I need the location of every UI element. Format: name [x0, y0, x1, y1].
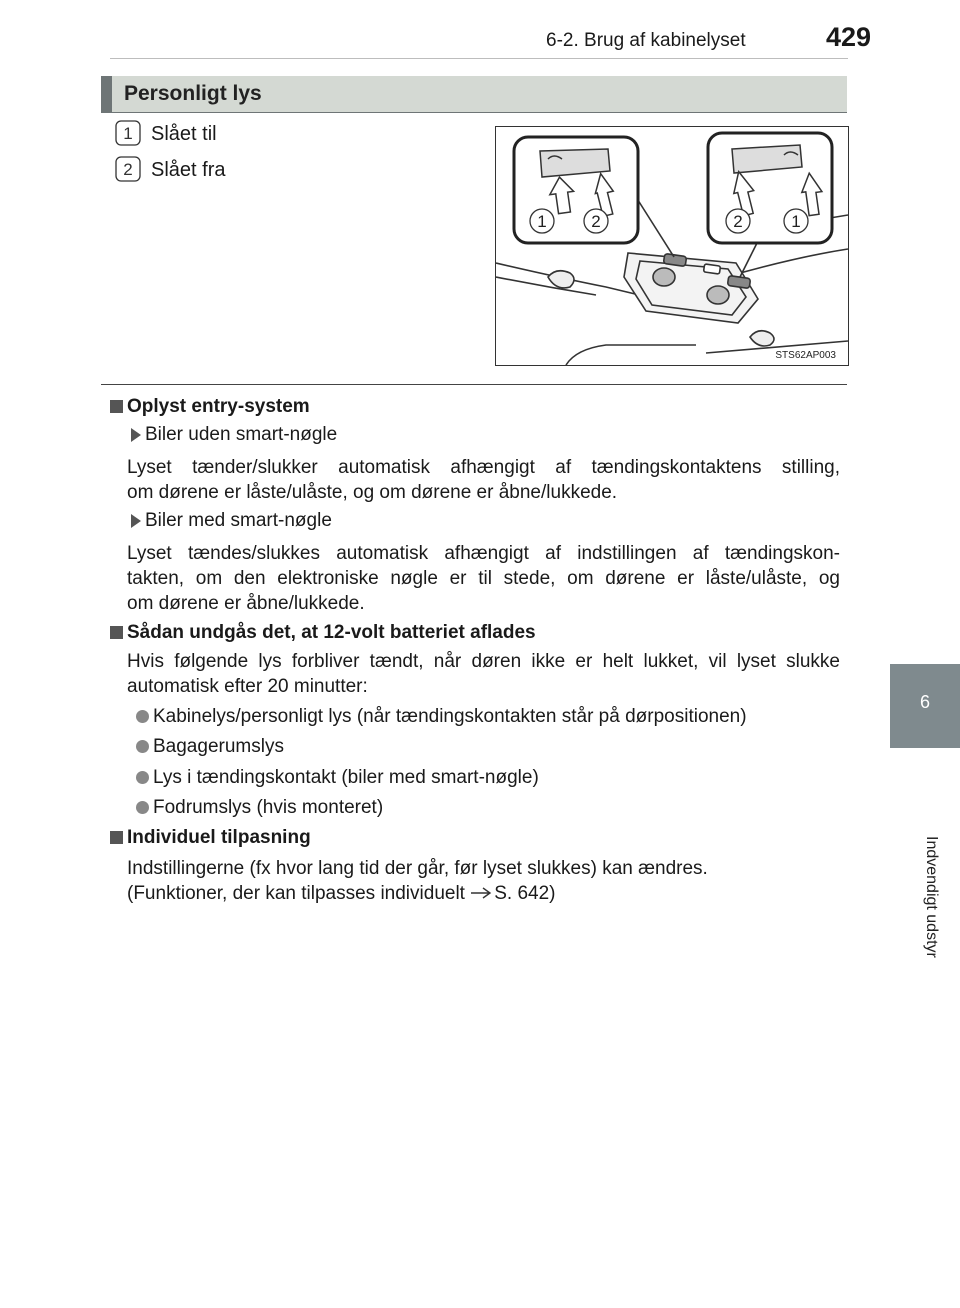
entry-sub1-line-1: Lyset tænder/slukker automatisk afhængigt af tændingskontaktens stilling,: [127, 457, 840, 478]
entry-sub1-line-2: om dørene er låste/ulåste, og om dørene er åbne/lukkede.: [127, 482, 618, 503]
page-reference-link[interactable]: S. 642): [494, 883, 556, 904]
triangle-bullet-icon: [131, 514, 141, 528]
callout-1-label: Slået til: [151, 123, 217, 145]
battery-bullet-1: Kabinelys/personligt lys (når tændingskontakten står på dørpositionen): [153, 706, 747, 727]
page-number: 429: [826, 22, 872, 52]
entry-sub2-line-3: om dørene er åbne/lukkede.: [127, 593, 365, 614]
header-rule: [110, 58, 848, 59]
figure-left-label-2: 2: [591, 212, 601, 231]
chapter-title: Indvendigt udstyr: [923, 836, 940, 958]
custom-line-2: [127, 881, 556, 906]
battery-line-2: automatisk efter 20 minutter:: [127, 676, 368, 697]
section-heading-bar: [101, 76, 847, 112]
battery-heading: Sådan undgås det, at 12-volt batteriet aflades: [127, 622, 536, 643]
entry-sub2-label: Biler med smart-nøgle: [145, 510, 332, 531]
square-bullet-icon: [110, 831, 123, 844]
callout-1-icon: [115, 120, 141, 146]
chapter-number: 6: [919, 692, 930, 712]
section-title: Personligt lys: [124, 82, 262, 105]
entry-system-heading: Oplyst entry-system: [127, 396, 310, 417]
section-divider: [101, 384, 847, 385]
square-bullet-icon: [110, 626, 123, 639]
round-bullet-icon: [136, 740, 149, 753]
figure-right-label-1: 1: [791, 212, 801, 231]
header-section-title: 6-2. Brug af kabinelyset: [546, 30, 746, 51]
round-bullet-icon: [136, 801, 149, 814]
entry-sub1-label: Biler uden smart-nøgle: [145, 424, 338, 445]
round-bullet-icon: [136, 771, 149, 784]
round-bullet-icon: [136, 710, 149, 723]
callout-2-number: 2: [123, 160, 133, 179]
custom-heading: Individuel tilpasning: [127, 827, 311, 848]
figure-code: STS62AP003: [775, 350, 836, 361]
custom-line-1: Indstillingerne (fx hvor lang tid der går, før lyset slukkes) kan ændres.: [127, 858, 708, 879]
arrow-right-icon: [470, 881, 492, 906]
battery-bullet-3: Lys i tændingskontakt (biler med smart-nøgle): [153, 767, 539, 788]
chapter-tab: [890, 664, 960, 748]
callout-2-label: Slået fra: [151, 159, 226, 181]
figure-right-label-2: 2: [733, 212, 743, 231]
section-heading-rule: [101, 112, 847, 113]
section-heading-accent: [101, 76, 112, 112]
personal-light-illustration: [495, 126, 849, 366]
battery-line-1: Hvis følgende lys forbliver tændt, når døren ikke er helt lukket, vil lyset slukke: [127, 651, 840, 672]
custom-line-2-text: (Funktioner, der kan tilpasses individuelt: [127, 883, 465, 904]
entry-sub2-line-2: takten, om den elektroniske nøgle er til stede, om dørene er låste/ulåste, og: [127, 568, 840, 589]
square-bullet-icon: [110, 400, 123, 413]
figure-left-label-1: 1: [537, 212, 547, 231]
triangle-bullet-icon: [131, 428, 141, 442]
battery-bullet-2: Bagagerumslys: [153, 736, 284, 757]
battery-bullet-4: Fodrumslys (hvis monteret): [153, 797, 384, 818]
callout-2-icon: [115, 156, 141, 182]
overhead-console-drawing: [496, 127, 848, 365]
entry-sub2-line-1: Lyset tændes/slukkes automatisk afhængigt af indstillingen af tændingskon-: [127, 543, 840, 564]
callout-1-number: 1: [123, 124, 133, 143]
